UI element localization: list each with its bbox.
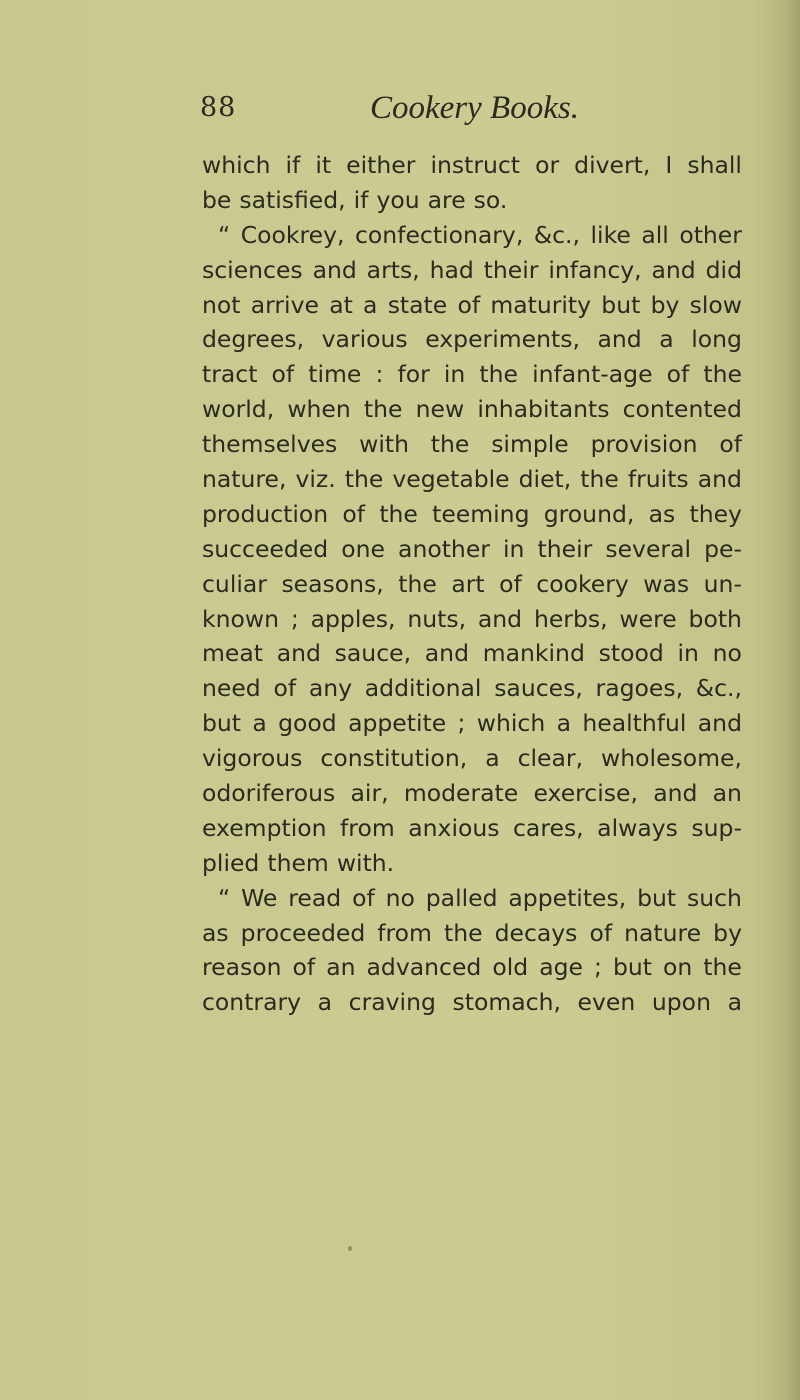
text-line: degrees, various experiments, and a long xyxy=(202,325,742,354)
text-line: which if it either instruct or divert, I shall xyxy=(202,151,742,179)
text-line: known ; apples, nuts, and herbs, were both xyxy=(202,604,742,633)
text-line: production of the teeming ground, as they xyxy=(202,499,742,528)
body-text xyxy=(202,148,742,1020)
text-line: not arrive at a state of maturity but by slow xyxy=(202,290,742,319)
text-line: tract of time : for in the infant-age of the xyxy=(202,360,742,389)
text-line: but a good appetite ; which a healthful and xyxy=(202,709,742,738)
text-line: as proceeded from the decays of nature by xyxy=(202,918,742,947)
text-line: odoriferous air, moderate exercise, and an xyxy=(202,779,742,808)
text-line: “ We read of no palled appetites, but such xyxy=(218,883,742,912)
text-line: reason of an advanced old age ; but on the xyxy=(202,953,742,982)
text-line: vigorous constitution, a clear, wholesome, xyxy=(202,744,742,773)
page-edge-shadow xyxy=(764,0,800,1400)
text-line: world, when the new inhabitants contented xyxy=(202,395,742,424)
text-line: nature, viz. the vegetable diet, the fruits and xyxy=(202,465,742,494)
text-line: themselves with the simple provision of xyxy=(202,430,742,459)
text-line: plied them with. xyxy=(202,848,395,877)
text-line: culiar seasons, the art of cookery was un- xyxy=(202,569,742,598)
text-line: meat and sauce, and mankind stood in no xyxy=(202,639,742,668)
text-line: exemption from anxious cares, always sup- xyxy=(202,813,742,842)
text-line: succeeded one another in their several pe- xyxy=(202,534,742,563)
text-line: need of any additional sauces, ragoes, &c., xyxy=(202,674,742,703)
paper-speck xyxy=(348,1246,352,1251)
running-header xyxy=(0,92,800,136)
running-title: Cookery Books. xyxy=(370,90,579,126)
page-number: 88 xyxy=(200,92,237,123)
text-line: sciences and arts, had their infancy, and did xyxy=(202,255,742,284)
text-line: contrary a craving stomach, even upon a xyxy=(202,988,742,1017)
text-line: be satisfied, if you are so. xyxy=(202,185,508,214)
text-line: “ Cookrey, confectionary, &c., like all other xyxy=(218,220,742,249)
